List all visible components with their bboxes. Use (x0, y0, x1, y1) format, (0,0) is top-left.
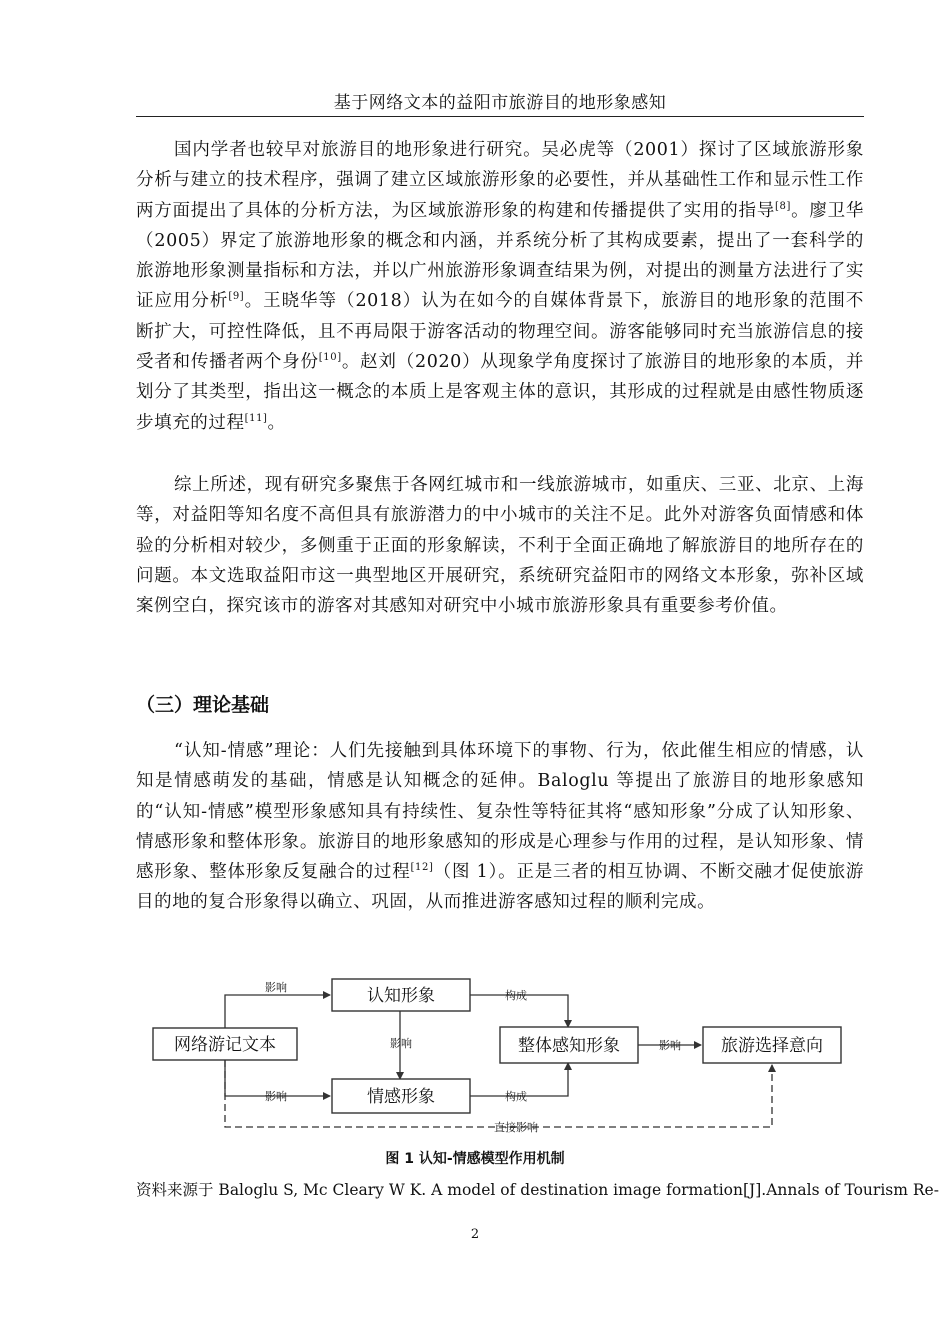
paragraph-text (136, 736, 864, 918)
edge-network-to-cognitive (225, 995, 330, 1028)
edge-label-compose-bottom: 构成 (505, 1090, 527, 1103)
citation: [10] (318, 352, 342, 364)
paragraph-text: 综上所述，现有研究多聚焦于各网红城市和一线旅游城市，如重庆、三亚、北京、上海等，对益阳等知名度不高但具有旅游潜力的中小城市的关注不足。此外对游客负面情感和体验的分析相对较少，多侧重于正面的形象解读，不利于全面正确地了解旅游目的地所存在的问题。本文选取益阳市这一典型地区开展研究，系统研究益阳市的网络文本形象，弥补区域案例空白，探究该市的游客对其感知对研究中小城市旅游形象具有重要参考价值。 (136, 475, 864, 617)
paragraph-domestic-research (136, 135, 864, 438)
node-cognitive: 认知形象 (367, 986, 435, 1006)
figure-caption: 图 1 认知-情感模型作用机制 (385, 1151, 565, 1167)
diagram-svg (150, 975, 850, 1135)
text-run: 。赵刘（2020）从现象学角度探讨了旅游目的地形象的本质，并划分了其类型，指出这一概念的本质上是客观主体的意识，其形成的过程就是由感性物质逐步填充的过程 (136, 352, 864, 433)
edge-label-influence-right: 影响 (659, 1039, 681, 1052)
text-run: 。王晓华等（2018）认为在如今的自媒体背景下，旅游目的地形象的范围不断扩大，可控性降低，且不再局限于游客活动的物理空间。游客能够同时充当旅游信息的接受者和传播者两个身份 (136, 291, 864, 373)
figure-diagram (150, 975, 850, 1135)
edge-label-direct: 直接影响 (494, 1121, 538, 1134)
edge-direct-influence (225, 1060, 772, 1127)
text-run: （图 1）。正是三者的相互协调、不断交融才促使旅游目的地的复合形象得以确立、巩固，从而推进游客感知过程的顺利完成。 (136, 862, 864, 913)
node-overall: 整体感知形象 (518, 1036, 620, 1056)
citation: [11] (244, 412, 268, 424)
edge-label-influence-bottom: 影响 (265, 1090, 287, 1103)
node-network-text: 网络游记文本 (174, 1035, 276, 1055)
paragraph-text (136, 135, 864, 438)
header-rule (136, 116, 864, 117)
text-run: 国内学者也较早对旅游目的地形象进行研究。吴必虎等（2001）探讨了区域旅游形象分析与建立的技术程序，强调了建立区域旅游形象的必要性，并从基础性工作和显示性工作两方面提出了具体的分析方法，为区域旅游形象的构建和传播提供了实用的指导 (136, 140, 864, 221)
paragraph-theory (136, 736, 864, 918)
text-run: “认知-情感”理论：人们先接触到具体环境下的事物、行为，依此催生相应的情感，认知是情感萌发的基础，情感是认知概念的延伸。Baloglu 等提出了旅游目的地形象感知的“认知-情感”模型形象感知具有持续性、复杂性等特征其将“感知形象”分成了认知形象、情感形象和整体形象。旅游目的地形象感知的形成是心理参与作用的过程，是认知形象、情感形象、整体形象反复融合的过程 (136, 741, 864, 883)
page-number: 2 (470, 1227, 480, 1242)
section-heading: （三）理论基础 (136, 694, 270, 716)
citation: [8] (775, 200, 791, 212)
edge-label-compose-top: 构成 (505, 989, 527, 1002)
citation: [9] (228, 291, 245, 303)
text-run: 。廖卫华（2005）界定了旅游地形象的概念和内涵，并系统分析了其构成要素，提出了一套科学的旅游地形象测量指标和方法，并以广州旅游形象调查结果为例，对提出的测量方法进行了实证应用分析 (136, 200, 864, 312)
edge-label-influence-top: 影响 (265, 981, 287, 994)
edge-label-influence-middle: 影响 (390, 1037, 412, 1050)
figure-source: 资料来源于 Baloglu S, Mc Cleary W K. A model of destination image formation[J].Annals of Tourism Re- (136, 1181, 939, 1199)
node-choice: 旅游选择意向 (721, 1036, 823, 1056)
text-run: 。 (267, 412, 286, 433)
node-emotional: 情感形象 (367, 1087, 435, 1107)
paragraph-summary (136, 470, 864, 621)
running-header: 基于网络文本的益阳市旅游目的地形象感知 (333, 93, 667, 113)
citation: [12] (410, 862, 434, 874)
